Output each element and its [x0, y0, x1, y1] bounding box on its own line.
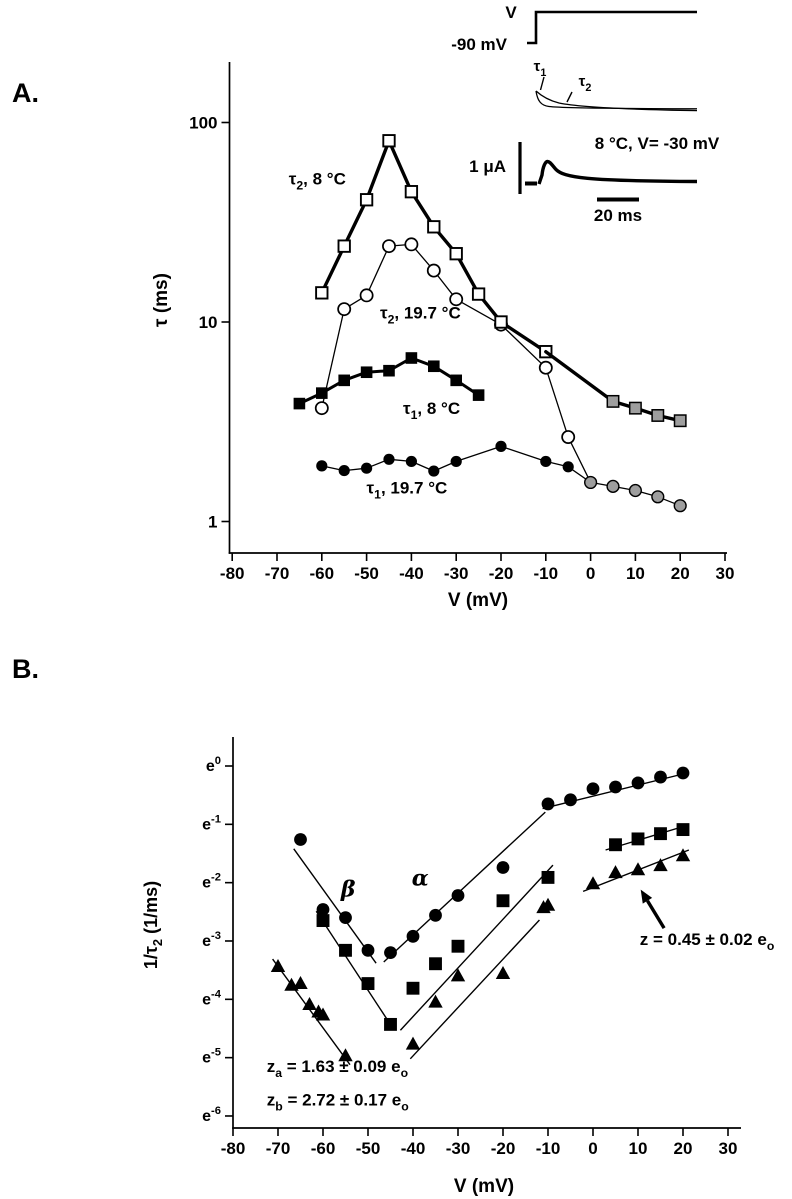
marker-circle-filled — [317, 903, 330, 916]
marker-triangle-filled — [631, 862, 645, 875]
panel-a-x-tick-label: 20 — [670, 564, 690, 583]
marker-circle-filled — [362, 944, 375, 957]
beta-fit-triangles — [273, 959, 350, 1065]
series-tau2-8C-deactivation — [546, 352, 686, 427]
panel-b-x-tick-label: 0 — [588, 1139, 598, 1158]
marker-square-filled — [429, 361, 440, 372]
voltage-step-trace — [527, 12, 697, 43]
panel-a-x-tick-label: 10 — [625, 564, 645, 583]
marker-triangle-filled — [293, 976, 307, 989]
inset-current-scale-label: 1 μA — [469, 157, 506, 176]
marker-square-filled — [340, 944, 352, 956]
panel-a-x-tick-label: -70 — [264, 564, 290, 583]
panel-b-annotation: β — [340, 876, 356, 903]
panel-a-y-tick-label: 10 — [198, 313, 218, 332]
panel-a-x-tick-label: 30 — [715, 564, 735, 583]
fast-fit-trace — [536, 91, 697, 109]
marker-circle-gray — [652, 491, 664, 503]
series-rate-triangles — [271, 848, 690, 1061]
marker-square-filled — [317, 388, 328, 399]
inset-tau1-label: $\tau_1$ — [533, 58, 547, 79]
panel-b-x-tick-label: -50 — [355, 1139, 381, 1158]
panel-b-x-tick-label: -10 — [535, 1139, 561, 1158]
marker-square-filled — [430, 958, 442, 970]
marker-square-filled — [339, 375, 350, 386]
panel-b-x-tick-label: -30 — [445, 1139, 471, 1158]
marker-circle-filled — [339, 911, 352, 924]
marker-circle-filled — [406, 456, 417, 467]
marker-square-filled — [452, 940, 464, 952]
marker-circle-gray — [607, 480, 619, 492]
marker-circle-filled — [632, 777, 645, 790]
panel-a-y-tick-label: 100 — [189, 113, 218, 133]
marker-circle-gray — [585, 477, 597, 489]
series-tau1-19.7C-deactivation — [585, 477, 686, 512]
panel-a-series-label: $\tau_2$, 19.7 °C — [379, 303, 461, 327]
panel-a-series-label: $\tau_1$, 8 °C — [403, 399, 461, 423]
series-tau2-8C — [316, 135, 551, 357]
annotation-arrow-shaft — [647, 901, 664, 928]
panel-a-series-label: $\tau_2$, 8 °C — [288, 169, 346, 193]
marker-square-filled — [294, 398, 305, 409]
marker-square-open — [451, 248, 462, 259]
marker-square-open — [428, 221, 439, 232]
marker-triangle-filled — [586, 876, 600, 889]
marker-square-open — [361, 194, 372, 205]
marker-circle-filled — [451, 456, 462, 467]
marker-circle-filled — [497, 861, 510, 874]
panel-a-x-axis-title: V (mV) — [447, 590, 509, 611]
marker-circle-filled — [383, 454, 394, 465]
marker-circle-gray — [674, 500, 686, 512]
panel-a-label: A. — [12, 78, 39, 108]
panel-a-x-tick-label: -10 — [533, 564, 559, 583]
marker-circle-filled — [428, 465, 439, 476]
marker-circle-filled — [495, 441, 506, 452]
panel-b-annotation: $z_b = 2.72 \pm 0.17$ $e_o$ — [266, 1090, 409, 1114]
marker-square-filled — [451, 375, 462, 386]
panel-a-x-tick-label: -30 — [443, 564, 469, 583]
panel-a-x-tick-label: -60 — [309, 564, 335, 583]
marker-circle-filled — [361, 463, 372, 474]
panel-a-x-tick-label: -50 — [354, 564, 379, 583]
panel-b-x-tick-label: -70 — [265, 1139, 291, 1158]
inset-tau2-pointer — [567, 92, 572, 102]
marker-triangle-filled — [608, 865, 622, 878]
series-tau1-19.7C — [316, 441, 590, 483]
marker-circle-filled — [542, 798, 555, 811]
panel-a-x-tick-label: 0 — [585, 564, 596, 583]
marker-square-filled — [677, 824, 689, 836]
marker-triangle-filled — [271, 959, 285, 972]
panel-b-y-tick-label: $e^{-5}$ — [202, 1046, 221, 1067]
marker-circle-open — [562, 431, 574, 443]
marker-circle-filled — [407, 930, 420, 943]
inset-holding-label: -90 mV — [451, 35, 507, 54]
marker-circle-filled — [540, 456, 551, 467]
inset-v-label: V — [505, 3, 517, 22]
panel-b-annotation: α — [411, 865, 429, 892]
marker-square-filled — [497, 895, 509, 907]
marker-circle-open — [540, 362, 552, 374]
panel-b-y-tick-label: $e^{-6}$ — [202, 1104, 221, 1125]
marker-circle-open — [316, 402, 328, 414]
panel-b-annotation: $z_a = 1.63 \pm 0.09$ $e_o$ — [266, 1057, 409, 1081]
marker-triangle-filled — [496, 966, 510, 979]
marker-circle-filled — [564, 793, 577, 806]
current-trace — [539, 162, 697, 185]
marker-square-filled — [385, 1018, 397, 1030]
panel-a-x-tick-label: -80 — [219, 564, 245, 583]
panel-a-x-tick-label: -20 — [488, 564, 514, 583]
panel-b-x-tick-label: 10 — [628, 1139, 648, 1158]
panel-b-annotation: z = 0.45 ± 0.02 $e_o$ — [639, 930, 775, 954]
marker-circle-filled — [452, 889, 465, 902]
panel-b-x-tick-label: -80 — [220, 1139, 246, 1158]
panel-a-x-tick-label: -40 — [399, 564, 424, 583]
marker-square-gray — [607, 396, 618, 407]
beta-fit-squares — [316, 911, 392, 1027]
marker-circle-open — [361, 289, 373, 301]
alpha-fit-triangles — [410, 920, 539, 1059]
panel-b-x-tick-label: -60 — [310, 1139, 336, 1158]
marker-square-filled — [473, 390, 484, 401]
marker-circle-open — [338, 303, 350, 315]
inset-tau2-label: $\tau_2$ — [578, 73, 592, 94]
marker-triangle-filled — [451, 968, 465, 981]
marker-circle-filled — [677, 767, 690, 780]
panel-b-y-tick-label: $e^{-4}$ — [202, 988, 221, 1009]
marker-square-open — [339, 240, 350, 251]
marker-circle-filled — [339, 465, 350, 476]
marker-circle-filled — [294, 833, 307, 846]
marker-triangle-filled — [653, 858, 667, 871]
marker-circle-filled — [609, 781, 622, 794]
marker-circle-filled — [563, 461, 574, 472]
marker-square-open — [495, 316, 506, 327]
panel-a-inset — [451, 3, 720, 225]
marker-square-filled — [632, 833, 644, 845]
marker-square-open — [473, 288, 484, 299]
panel-b-label: B. — [12, 654, 39, 684]
marker-square-open — [316, 287, 327, 298]
inset-condition-label: 8 °C, V= -30 mV — [594, 134, 720, 153]
marker-square-open — [406, 186, 417, 197]
marker-triangle-filled — [428, 995, 442, 1008]
marker-circle-filled — [384, 946, 397, 959]
marker-circle-gray — [630, 485, 642, 497]
marker-square-filled — [317, 915, 329, 927]
panel-b-x-tick-label: 30 — [718, 1139, 738, 1158]
panel-b-x-axis-title: V (mV) — [453, 1176, 515, 1197]
panel-a-y-axis-title: τ (ms) — [151, 273, 172, 327]
panel-b-y-tick-label: $e^0$ — [205, 755, 221, 775]
marker-square-gray — [652, 410, 663, 421]
panel-b-y-tick-label: $e^{-1}$ — [202, 813, 221, 834]
panel-b-y-tick-label: $e^{-3}$ — [202, 929, 221, 950]
panel-b-y-tick-label: $e^{-2}$ — [202, 871, 221, 892]
marker-square-filled — [361, 367, 372, 378]
marker-square-gray — [675, 415, 686, 426]
panel-a-series-label: $\tau_1$, 19.7 °C — [366, 478, 448, 502]
series-rate-circles — [294, 767, 689, 959]
marker-triangle-filled — [406, 1037, 420, 1050]
marker-circle-open — [383, 240, 395, 252]
marker-circle-filled — [429, 909, 442, 922]
marker-circle-open — [405, 238, 417, 250]
marker-square-filled — [362, 978, 374, 990]
marker-square-filled — [655, 828, 667, 840]
panel-a-y-tick-label: 1 — [208, 512, 218, 532]
marker-square-filled — [407, 982, 419, 994]
marker-circle-filled — [587, 782, 600, 795]
marker-circle-open — [428, 264, 440, 276]
marker-square-gray — [630, 402, 641, 413]
marker-square-filled — [610, 839, 622, 851]
panel-b-x-tick-label: 20 — [673, 1139, 693, 1158]
marker-circle-filled — [654, 771, 667, 784]
inset-time-scale-label: 20 ms — [593, 206, 643, 225]
panel-b-x-tick-label: -20 — [490, 1139, 516, 1158]
marker-square-open — [383, 135, 394, 146]
marker-circle-filled — [316, 460, 327, 471]
marker-square-filled — [406, 353, 417, 364]
panel-b-chart — [141, 737, 774, 1197]
panel-a-chart — [151, 3, 734, 611]
marker-square-filled — [384, 365, 395, 376]
panel-b-y-axis-title: $1/\tau_2$ (1/ms) — [141, 880, 165, 970]
series-rate-squares — [317, 824, 689, 1031]
series-tau2-19.7C — [316, 238, 591, 482]
marker-square-filled — [542, 871, 554, 883]
panel-b-x-tick-label: -40 — [400, 1139, 426, 1158]
